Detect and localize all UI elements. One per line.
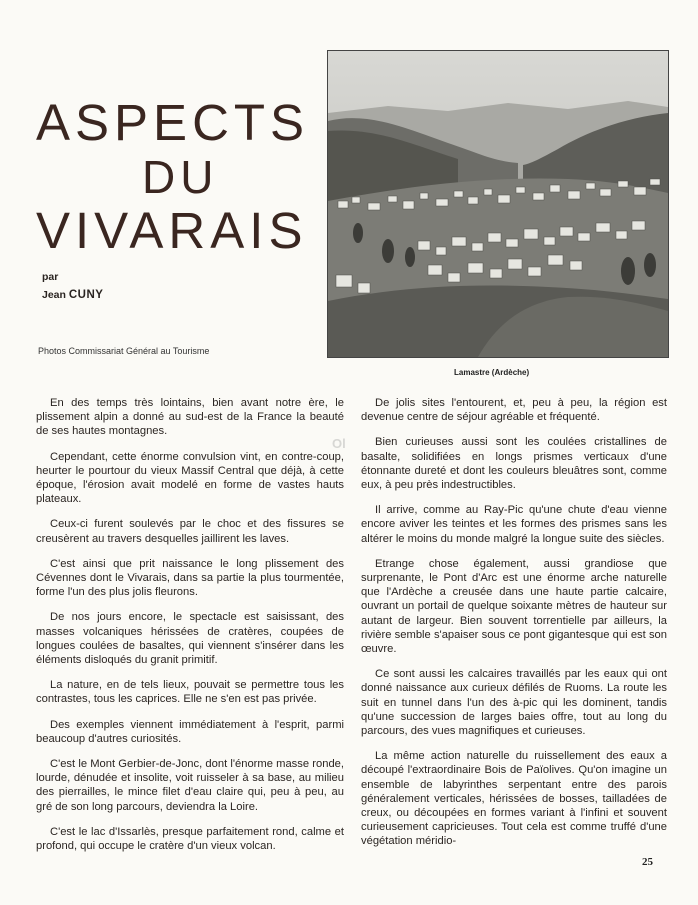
title-line-3: VIVARAIS [36, 202, 308, 259]
paragraph: De jolis sites l'entourent, et, peu à peu, la région est devenue centre de séjour agréable et fréquenté. [361, 397, 667, 424]
byline-par: par [42, 271, 59, 283]
paragraph: Il arrive, comme au Ray-Pic qu'une chute d'eau vienne encore aviver les teintes et les formes des prismes sans les altérer le moins du monde malgré la longue suite des siècles. [361, 504, 667, 545]
paragraph: C'est le lac d'Issarlès, presque parfaitement rond, calme et profond, qui occupe le cratère d'un vieux volcan. [36, 825, 344, 853]
library-watermark: Ol [332, 436, 346, 451]
byline [42, 268, 103, 304]
author-first-name: Jean [42, 289, 66, 301]
paragraph: Des exemples viennent immédiatement à l'esprit, parmi beaucoup d'autres curiosités. [36, 718, 344, 745]
text-column-right [361, 396, 667, 860]
author-surname: CUNY [68, 289, 104, 301]
paragraph: En des temps très lointains, bien avant notre ère, le plissement alpin a donné au sud-est de la France la beauté de ses hautes montagnes. [36, 397, 344, 438]
author-name [42, 286, 103, 304]
photo-credit: Photos Commissariat Général au Tourisme [38, 346, 210, 356]
article-title [36, 94, 310, 259]
landscape-photo [327, 50, 669, 358]
text-column-left [36, 396, 344, 864]
title-line-2: DU [142, 151, 219, 203]
paragraph: La nature, en de tels lieux, pouvait se permettre tous les contrastes, tous les caprices. Elle ne s'en est pas privée. [36, 679, 344, 706]
paragraph: La même action naturelle du ruissellement des eaux a découpé l'extraordinaire Bois de Païolives. Qu'on imagine un ensemble de labyrinthes serpentant entre des parois généralement verticales, hérissées de bosses, tailladées de creux, ou découpées en formes variant à l'infini et souvent curieusement capricieuses. Tout cela est comme truffé d'une végétation méridio- [361, 750, 667, 848]
photo-caption: Lamastre (Ardèche) [454, 368, 530, 377]
paragraph: C'est ainsi que prit naissance le long plissement des Cévennes dont le Vivarais, dans sa partie la plus tourmentée, forme l'un des plus jolis fleurons. [36, 557, 344, 599]
paragraph: De nos jours encore, le spectacle est saisissant, des masses volcaniques hérissées de cratères, coupées de longues coulées de basaltes, qui viennent s'insérer dans les éléments disloqués du granit primitif. [36, 611, 344, 667]
page-number: 25 [642, 856, 653, 868]
paragraph: Cependant, cette énorme convulsion vint, en contre-coup, heurter le pourtour du vieux Massif Central que déjà, à cette époque, l'érosion avait modelé en forme de vastes hauts plateaux. [36, 450, 344, 506]
paragraph: Ce sont aussi les calcaires travaillés par les eaux qui ont donné naissance aux curieux défilés de Ruoms. La route les suit en tunnel dans l'un des à-pic qui les dominent, tandis qu'une succession de larges baies offre, tout au long du parcours, des vues magnifiques et curieuses. [361, 668, 667, 738]
paragraph: C'est le Mont Gerbier-de-Jonc, dont l'énorme masse ronde, lourde, dénudée et insolite, voit ruisseler à sa base, au milieu des pierrailles, le mince filet d'eau claire qui, peu à peu, au gré de son long parcours, deviendra la Loire. [36, 758, 344, 813]
title-line-1: ASPECTS [36, 94, 310, 151]
paragraph: Ceux-ci furent soulevés par le choc et des fissures se creusèrent au travers desquelles jaillirent les laves. [36, 518, 344, 545]
paragraph: Bien curieuses aussi sont les coulées cristallines de basalte, solidifiées en longs prismes verticaux d'une étonnante dureté et dont les couleurs bleuâtres sont, comme eux, à peu près indestructibles. [361, 436, 667, 492]
valley-town-illustration [328, 51, 668, 357]
paragraph: Etrange chose également, aussi grandiose que surprenante, le Pont d'Arc est une énorme arche naturelle que l'Ardèche a creusée dans une haute partie calcaire, ouvrant un portail de quelque soixante mètres de hauteur sur autant de largeur. Bien souvent torrentielle par ailleurs, la rivière semble s'apaiser sous ce pont gigantesque qui est son œuvre. [361, 557, 667, 656]
